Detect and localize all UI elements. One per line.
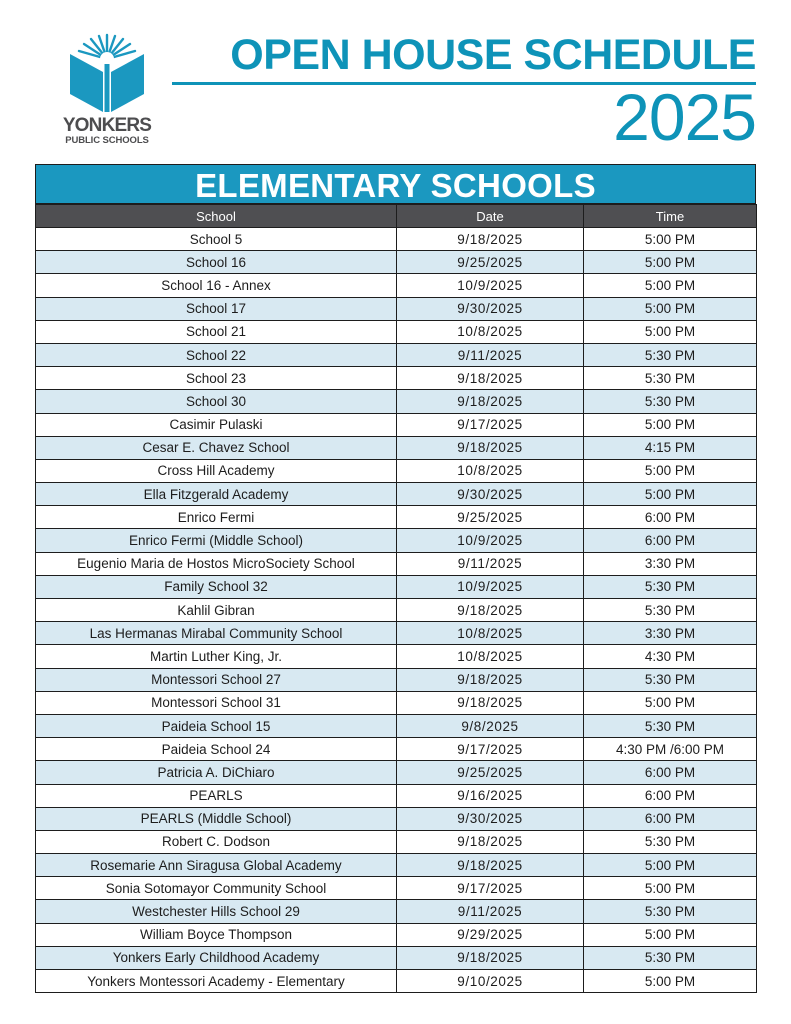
cell-time: 3:30 PM — [584, 622, 757, 645]
cell-date: 9/10/2025 — [397, 970, 584, 993]
table-row — [36, 320, 757, 343]
cell-time: 6:00 PM — [584, 784, 757, 807]
cell-date: 9/17/2025 — [397, 413, 584, 436]
cell-school: Rosemarie Ann Siragusa Global Academy — [36, 854, 397, 877]
table-row — [36, 900, 757, 923]
cell-date: 9/11/2025 — [397, 900, 584, 923]
cell-time: 5:00 PM — [584, 320, 757, 343]
cell-school: William Boyce Thompson — [36, 923, 397, 946]
cell-date: 9/17/2025 — [397, 738, 584, 761]
table-row — [36, 761, 757, 784]
cell-school: Montessori School 31 — [36, 691, 397, 714]
table-row — [36, 228, 757, 251]
cell-date: 9/18/2025 — [397, 436, 584, 459]
cell-date: 9/30/2025 — [397, 807, 584, 830]
cell-time: 5:30 PM — [584, 830, 757, 853]
cell-time: 5:00 PM — [584, 274, 757, 297]
cell-time: 5:30 PM — [584, 367, 757, 390]
cell-school: School 21 — [36, 320, 397, 343]
cell-time: 5:30 PM — [584, 714, 757, 737]
table-row — [36, 830, 757, 853]
table-row — [36, 714, 757, 737]
cell-school: Family School 32 — [36, 575, 397, 598]
cell-date: 9/18/2025 — [397, 390, 584, 413]
cell-school: Enrico Fermi (Middle School) — [36, 529, 397, 552]
cell-school: Patricia A. DiChiaro — [36, 761, 397, 784]
cell-school: School 5 — [36, 228, 397, 251]
cell-time: 5:00 PM — [584, 251, 757, 274]
cell-time: 5:00 PM — [584, 970, 757, 993]
cell-school: Cesar E. Chavez School — [36, 436, 397, 459]
cell-date: 9/25/2025 — [397, 506, 584, 529]
cell-time: 4:30 PM /6:00 PM — [584, 738, 757, 761]
table-row — [36, 274, 757, 297]
table-row — [36, 251, 757, 274]
column-header-school: School — [36, 205, 397, 228]
table-row — [36, 784, 757, 807]
cell-date: 9/18/2025 — [397, 691, 584, 714]
cell-school: PEARLS — [36, 784, 397, 807]
cell-school: School 22 — [36, 343, 397, 366]
cell-school: Yonkers Early Childhood Academy — [36, 946, 397, 969]
schedule-year: 2025 — [613, 80, 756, 154]
cell-date: 10/8/2025 — [397, 320, 584, 343]
table-row — [36, 343, 757, 366]
cell-school: Paideia School 24 — [36, 738, 397, 761]
table-row — [36, 575, 757, 598]
table-row — [36, 413, 757, 436]
book-sunburst-icon — [66, 32, 148, 114]
table-row — [36, 946, 757, 969]
table-row — [36, 390, 757, 413]
cell-school: School 16 - Annex — [36, 274, 397, 297]
logo-name-line2: PUBLIC SCHOOLS — [65, 135, 149, 146]
table-row — [36, 506, 757, 529]
table-row — [36, 668, 757, 691]
cell-time: 6:00 PM — [584, 529, 757, 552]
cell-time: 5:30 PM — [584, 599, 757, 622]
cell-time: 6:00 PM — [584, 807, 757, 830]
table-row — [36, 297, 757, 320]
cell-school: Kahlil Gibran — [36, 599, 397, 622]
cell-time: 5:00 PM — [584, 691, 757, 714]
cell-time: 4:30 PM — [584, 645, 757, 668]
table-row — [36, 645, 757, 668]
cell-date: 10/9/2025 — [397, 529, 584, 552]
cell-date: 9/18/2025 — [397, 367, 584, 390]
cell-date: 9/16/2025 — [397, 784, 584, 807]
district-logo — [52, 32, 162, 157]
cell-school: Paideia School 15 — [36, 714, 397, 737]
cell-date: 9/25/2025 — [397, 251, 584, 274]
cell-time: 5:30 PM — [584, 900, 757, 923]
cell-school: Robert C. Dodson — [36, 830, 397, 853]
cell-school: Las Hermanas Mirabal Community School — [36, 622, 397, 645]
table-row — [36, 483, 757, 506]
table-header-row — [36, 205, 757, 228]
cell-school: Sonia Sotomayor Community School — [36, 877, 397, 900]
cell-time: 5:00 PM — [584, 228, 757, 251]
schedule-table — [35, 204, 757, 993]
table-row — [36, 738, 757, 761]
cell-date: 9/18/2025 — [397, 599, 584, 622]
cell-time: 5:00 PM — [584, 413, 757, 436]
cell-school: PEARLS (Middle School) — [36, 807, 397, 830]
cell-date: 9/18/2025 — [397, 854, 584, 877]
cell-time: 6:00 PM — [584, 506, 757, 529]
cell-date: 9/30/2025 — [397, 297, 584, 320]
column-header-date: Date — [397, 205, 584, 228]
cell-date: 9/18/2025 — [397, 228, 584, 251]
section-banner: ELEMENTARY SCHOOLS — [35, 164, 756, 204]
cell-time: 5:30 PM — [584, 575, 757, 598]
cell-school: School 30 — [36, 390, 397, 413]
table-row — [36, 923, 757, 946]
cell-date: 9/11/2025 — [397, 552, 584, 575]
cell-date: 9/18/2025 — [397, 946, 584, 969]
cell-date: 9/29/2025 — [397, 923, 584, 946]
table-row — [36, 459, 757, 482]
cell-school: Westchester Hills School 29 — [36, 900, 397, 923]
cell-school: Eugenio Maria de Hostos MicroSociety School — [36, 552, 397, 575]
cell-time: 6:00 PM — [584, 761, 757, 784]
table-row — [36, 807, 757, 830]
cell-time: 3:30 PM — [584, 552, 757, 575]
schedule-section — [35, 164, 756, 993]
cell-time: 5:00 PM — [584, 459, 757, 482]
table-row — [36, 552, 757, 575]
cell-date: 9/17/2025 — [397, 877, 584, 900]
cell-school: Casimir Pulaski — [36, 413, 397, 436]
table-row — [36, 970, 757, 993]
cell-date: 10/9/2025 — [397, 575, 584, 598]
table-row — [36, 622, 757, 645]
cell-time: 5:30 PM — [584, 390, 757, 413]
cell-date: 10/8/2025 — [397, 459, 584, 482]
cell-date: 9/11/2025 — [397, 343, 584, 366]
table-row — [36, 529, 757, 552]
cell-time: 4:15 PM — [584, 436, 757, 459]
table-row — [36, 877, 757, 900]
cell-school: Martin Luther King, Jr. — [36, 645, 397, 668]
cell-school: School 23 — [36, 367, 397, 390]
column-header-time: Time — [584, 205, 757, 228]
table-row — [36, 436, 757, 459]
page-title: OPEN HOUSE SCHEDULE — [230, 31, 756, 79]
cell-time: 5:00 PM — [584, 297, 757, 320]
cell-date: 10/8/2025 — [397, 645, 584, 668]
cell-date: 10/9/2025 — [397, 274, 584, 297]
cell-time: 5:30 PM — [584, 343, 757, 366]
cell-time: 5:00 PM — [584, 854, 757, 877]
cell-school: Montessori School 27 — [36, 668, 397, 691]
cell-date: 9/8/2025 — [397, 714, 584, 737]
logo-name-line1: YONKERS — [62, 115, 152, 136]
cell-date: 10/8/2025 — [397, 622, 584, 645]
cell-date: 9/30/2025 — [397, 483, 584, 506]
cell-time: 5:00 PM — [584, 483, 757, 506]
cell-school: Cross Hill Academy — [36, 459, 397, 482]
cell-school: Enrico Fermi — [36, 506, 397, 529]
logo-wordmark — [52, 116, 162, 146]
cell-school: Yonkers Montessori Academy - Elementary — [36, 970, 397, 993]
cell-time: 5:00 PM — [584, 923, 757, 946]
cell-date: 9/25/2025 — [397, 761, 584, 784]
table-body — [36, 228, 757, 993]
cell-time: 5:30 PM — [584, 946, 757, 969]
table-row — [36, 599, 757, 622]
cell-date: 9/18/2025 — [397, 668, 584, 691]
cell-time: 5:00 PM — [584, 877, 757, 900]
table-row — [36, 691, 757, 714]
cell-school: School 17 — [36, 297, 397, 320]
cell-school: Ella Fitzgerald Academy — [36, 483, 397, 506]
cell-date: 9/18/2025 — [397, 830, 584, 853]
table-row — [36, 367, 757, 390]
cell-time: 5:30 PM — [584, 668, 757, 691]
cell-school: School 16 — [36, 251, 397, 274]
table-row — [36, 854, 757, 877]
